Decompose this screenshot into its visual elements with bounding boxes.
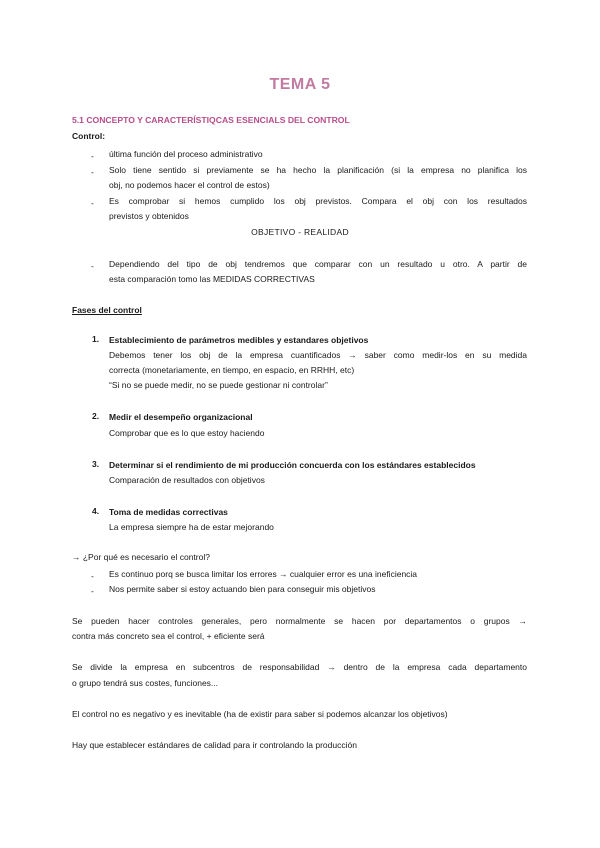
why-item: Es continuo porq se busca limitar los errores → cualquier error es una ineficiencia	[109, 569, 418, 579]
bullet-dash: -	[91, 167, 94, 177]
why-question: → ¿Por qué es necesario el control?	[72, 552, 210, 562]
control-item: Solo tiene sentido si previamente se ha hecho la planificación (si la empresa no planifica los	[109, 165, 527, 175]
phase-title: Medir el desempeño organizacional	[109, 412, 253, 422]
phase-line: Comparación de resultados con objetivos	[109, 475, 265, 485]
phase-line: correcta (monetariamente, en tiempo, en espacio, en RRHH, etc)	[109, 365, 355, 375]
control-item: Es comprobar si hemos cumplido los obj previstos. Compara el obj con los resultados	[109, 196, 527, 206]
paragraph-line: contra más concreto sea el control, + eficiente será	[72, 631, 265, 641]
bullet-dash: -	[91, 571, 94, 581]
phase-title: Determinar si el rendimiento de mi producción concuerda con los estándares establecidos	[109, 460, 476, 470]
control-item: previstos y obtenidos	[109, 211, 189, 221]
bullet-dash: -	[91, 198, 94, 208]
paragraph-line: Hay que establecer estándares de calidad para ir controlando la producción	[72, 740, 357, 750]
control-label: Control:	[72, 131, 106, 141]
bullet-dash: -	[91, 586, 94, 596]
phase-number: 1.	[92, 334, 100, 344]
depending-item: Dependiendo del tipo de obj tendremos que comparar con un resultado u otro. A partir de	[109, 259, 527, 269]
control-item: última función del proceso administrativo	[109, 149, 263, 159]
phase-title: Toma de medidas correctivas	[109, 507, 228, 517]
phase-number: 4.	[92, 506, 100, 516]
depending-item: esta comparación tomo las MEDIDAS CORRECTIVAS	[109, 274, 315, 284]
paragraph-line: o grupo tendrá sus costes, funciones...	[72, 678, 219, 688]
page-title: TEMA 5	[269, 76, 331, 93]
phase-line: Debemos tener los obj de la empresa cuantificados → saber como medir-los en su medida	[109, 350, 527, 360]
phase-line: La empresa siempre ha de estar mejorando	[109, 522, 274, 532]
why-item: Nos permite saber si estoy actuando bien para conseguir mis objetivos	[109, 584, 376, 594]
bullet-dash: -	[91, 151, 94, 161]
phase-title: Establecimiento de parámetros medibles y estandares objetivos	[109, 335, 369, 345]
phases-heading: Fases del control	[72, 305, 142, 315]
section-heading: 5.1 CONCEPTO Y CARACTERÍSTIQCAS ESENCIALS DEL CONTROL	[72, 115, 350, 125]
phase-line: Comprobar que es lo que estoy haciendo	[109, 428, 265, 438]
paragraph-line: Se divide la empresa en subcentros de responsabilidad → dentro de la empresa cada departamento	[72, 662, 527, 672]
phase-number: 3.	[92, 459, 100, 469]
paragraph-line: El control no es negativo y es inevitable (ha de existir para saber si podemos alcanzar los objetivos)	[72, 709, 448, 719]
phase-line: “Si no se puede medir, no se puede gestionar ni controlar”	[109, 380, 328, 390]
objective-reality: OBJETIVO - REALIDAD	[251, 227, 349, 237]
control-item: obj, no podemos hacer el control de estos)	[109, 180, 270, 190]
paragraph-line: Se pueden hacer controles generales, pero normalmente se hacen por departamentos o grupos →	[72, 616, 527, 626]
phase-number: 2.	[92, 411, 100, 421]
bullet-dash: -	[91, 261, 94, 271]
